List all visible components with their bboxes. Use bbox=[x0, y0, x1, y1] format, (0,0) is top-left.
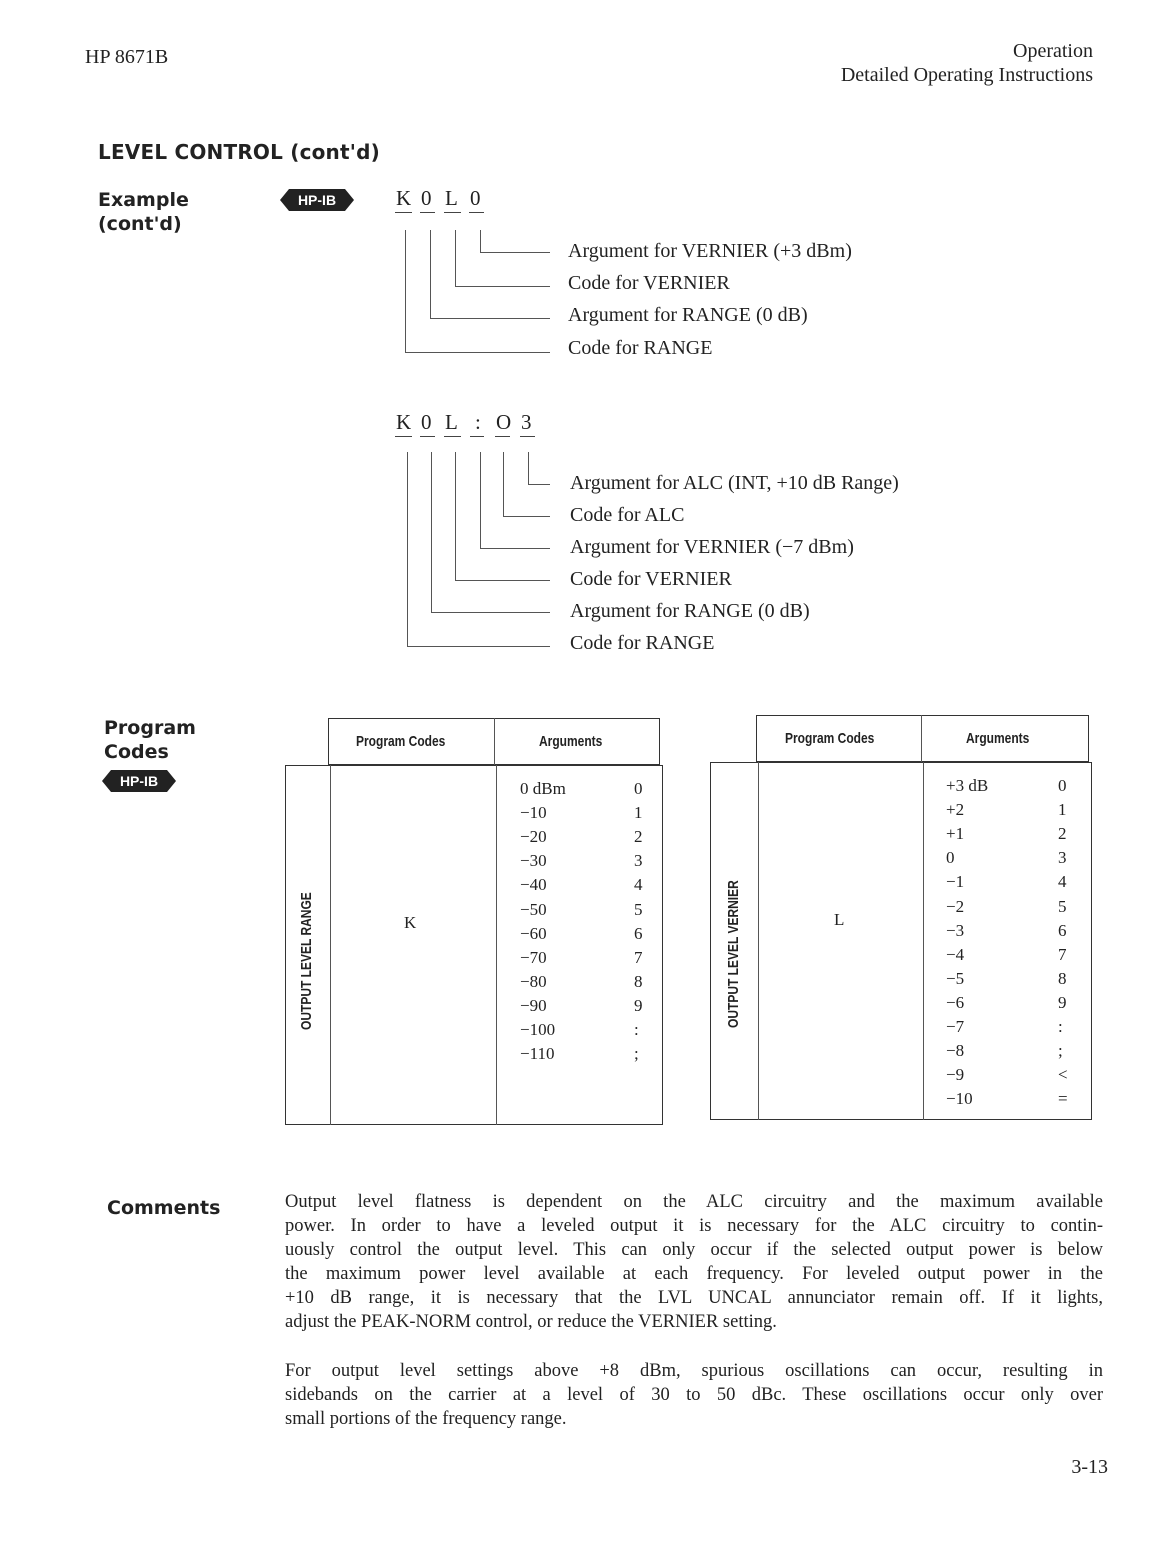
argument-value: −5 bbox=[946, 968, 965, 988]
argument-code: 3 bbox=[1058, 848, 1067, 868]
code2-char: L bbox=[445, 410, 458, 434]
code2-label: Argument for RANGE (0 dB) bbox=[570, 600, 810, 622]
range-table-code: K bbox=[404, 913, 417, 932]
argument-code: 8 bbox=[1058, 968, 1067, 988]
comments-label: Comments bbox=[107, 1197, 221, 1219]
comments-paragraph-1 bbox=[285, 1190, 1103, 1334]
code2-label: Argument for ALC (INT, +10 dB Range) bbox=[570, 472, 899, 494]
argument-value: −4 bbox=[946, 944, 965, 964]
argument-code: 2 bbox=[1058, 824, 1067, 844]
argument-code: 5 bbox=[1058, 896, 1067, 916]
hpib-icon bbox=[102, 770, 176, 792]
argument-code: ; bbox=[634, 1044, 639, 1064]
argument-value: −50 bbox=[520, 899, 547, 919]
argument-code: 0 bbox=[1058, 776, 1067, 795]
code1-char: K bbox=[396, 186, 412, 210]
paragraph-line: the maximum power level available at each frequency. For leveled output power in the bbox=[285, 1264, 1103, 1284]
argument-value: −60 bbox=[520, 923, 547, 943]
argument-value: −10 bbox=[520, 803, 547, 823]
argument-value: 0 bbox=[946, 848, 955, 868]
code2-char: : bbox=[475, 410, 481, 434]
argument-code: 5 bbox=[634, 899, 643, 919]
range-table-side-label: OUTPUT LEVEL RANGE bbox=[298, 892, 315, 1030]
paragraph-line: Output level flatness is dependent on the ALC circuitry and the maximum available bbox=[285, 1192, 1103, 1212]
argument-value: −90 bbox=[520, 995, 547, 1015]
argument-value: −10 bbox=[946, 1089, 973, 1109]
argument-value: −40 bbox=[520, 875, 547, 895]
argument-code: < bbox=[1058, 1065, 1068, 1085]
argument-code: 1 bbox=[1058, 800, 1067, 820]
argument-value: −3 bbox=[946, 920, 965, 940]
hpib-label: HP-IB bbox=[119, 773, 159, 789]
program-codes-label: Program Codes bbox=[104, 717, 196, 763]
code2-char: 3 bbox=[521, 410, 532, 434]
argument-code: 2 bbox=[634, 827, 643, 847]
argument-value: −8 bbox=[946, 1041, 965, 1061]
code2-label: Code for RANGE bbox=[570, 632, 715, 654]
section-heading: LEVEL CONTROL (cont'd) bbox=[98, 140, 380, 164]
paragraph-line: adjust the PEAK-NORM control, or reduce the VERNIER setting. bbox=[285, 1312, 777, 1332]
vernier-table-header-arguments: Arguments bbox=[966, 730, 1030, 747]
code1-label: Code for RANGE bbox=[568, 337, 713, 359]
argument-code: 4 bbox=[1058, 872, 1067, 892]
argument-code: 7 bbox=[634, 947, 643, 967]
code2-char: K bbox=[396, 410, 412, 434]
argument-code: 3 bbox=[634, 851, 643, 871]
argument-code: 6 bbox=[1058, 920, 1067, 940]
example-label: Example (cont'd) bbox=[98, 189, 189, 235]
argument-value: −100 bbox=[520, 1020, 556, 1039]
argument-code: : bbox=[634, 1020, 639, 1039]
argument-value: −110 bbox=[520, 1044, 555, 1064]
comments-paragraph-2 bbox=[285, 1359, 1103, 1431]
argument-value: +3 dB bbox=[946, 776, 989, 795]
code1-char: 0 bbox=[421, 186, 432, 210]
argument-value: +1 bbox=[946, 824, 965, 844]
argument-code: = bbox=[1058, 1089, 1068, 1109]
paragraph-line: uously control the output level. This can only occur if the selected output power is below bbox=[285, 1240, 1103, 1260]
vernier-table-header-program: Program Codes bbox=[785, 730, 875, 747]
argument-value: −1 bbox=[946, 872, 965, 892]
argument-value: −80 bbox=[520, 971, 547, 991]
argument-value: −70 bbox=[520, 947, 547, 967]
argument-code: 0 bbox=[634, 779, 643, 798]
paragraph-line: For output level settings above +8 dBm, spurious oscillations can occur, resulting in bbox=[285, 1361, 1103, 1381]
code2-char: O bbox=[496, 410, 512, 434]
paragraph-line: +10 dB range, it is necessary that the LVL UNCAL annunciator remain off. If it lights, bbox=[285, 1288, 1103, 1308]
code2-char: 0 bbox=[421, 410, 432, 434]
hpib-icon bbox=[280, 189, 354, 211]
header-model: HP 8671B bbox=[85, 46, 169, 68]
header-section: Operation bbox=[1013, 40, 1093, 62]
code2-label: Argument for VERNIER (−7 dBm) bbox=[570, 536, 854, 558]
argument-value: −20 bbox=[520, 827, 547, 847]
code2-label: Code for ALC bbox=[570, 504, 685, 526]
argument-code: 6 bbox=[634, 923, 643, 943]
argument-code: : bbox=[1058, 1017, 1063, 1036]
argument-value: 0 dBm bbox=[520, 779, 566, 798]
code1-label: Argument for RANGE (0 dB) bbox=[568, 304, 808, 326]
hpib-label: HP-IB bbox=[297, 192, 337, 208]
vernier-table-code: L bbox=[834, 910, 845, 929]
code2-label: Code for VERNIER bbox=[570, 568, 732, 590]
argument-value: −30 bbox=[520, 851, 547, 871]
code1-label: Code for VERNIER bbox=[568, 272, 730, 294]
argument-value: −9 bbox=[946, 1065, 965, 1085]
argument-code: 9 bbox=[634, 995, 643, 1015]
argument-code: 1 bbox=[634, 803, 643, 823]
argument-code: ; bbox=[1058, 1041, 1063, 1061]
code1-label: Argument for VERNIER (+3 dBm) bbox=[568, 240, 852, 262]
vernier-table-side-label: OUTPUT LEVEL VERNIER bbox=[725, 880, 742, 1028]
page-number: 3-13 bbox=[1071, 1456, 1108, 1478]
range-table-header-program: Program Codes bbox=[356, 733, 446, 750]
code1-char: 0 bbox=[470, 186, 481, 210]
argument-code: 4 bbox=[634, 875, 643, 895]
argument-code: 9 bbox=[1058, 992, 1067, 1012]
argument-code: 8 bbox=[634, 971, 643, 991]
code1-char: L bbox=[445, 186, 458, 210]
argument-code: 7 bbox=[1058, 944, 1067, 964]
paragraph-line: sidebands on the carrier at a level of 30 to 50 dBc. These oscillations occur only over bbox=[285, 1385, 1103, 1405]
range-table-header-arguments: Arguments bbox=[539, 733, 603, 750]
paragraph-line: power. In order to have a leveled output it is necessary for the ALC circuitry to contin- bbox=[285, 1216, 1103, 1236]
argument-value: −2 bbox=[946, 896, 965, 916]
argument-value: −6 bbox=[946, 992, 965, 1012]
paragraph-line: small portions of the frequency range. bbox=[285, 1409, 567, 1429]
argument-value: +2 bbox=[946, 800, 965, 820]
argument-value: −7 bbox=[946, 1017, 965, 1036]
header-subsection: Detailed Operating Instructions bbox=[840, 64, 1093, 86]
